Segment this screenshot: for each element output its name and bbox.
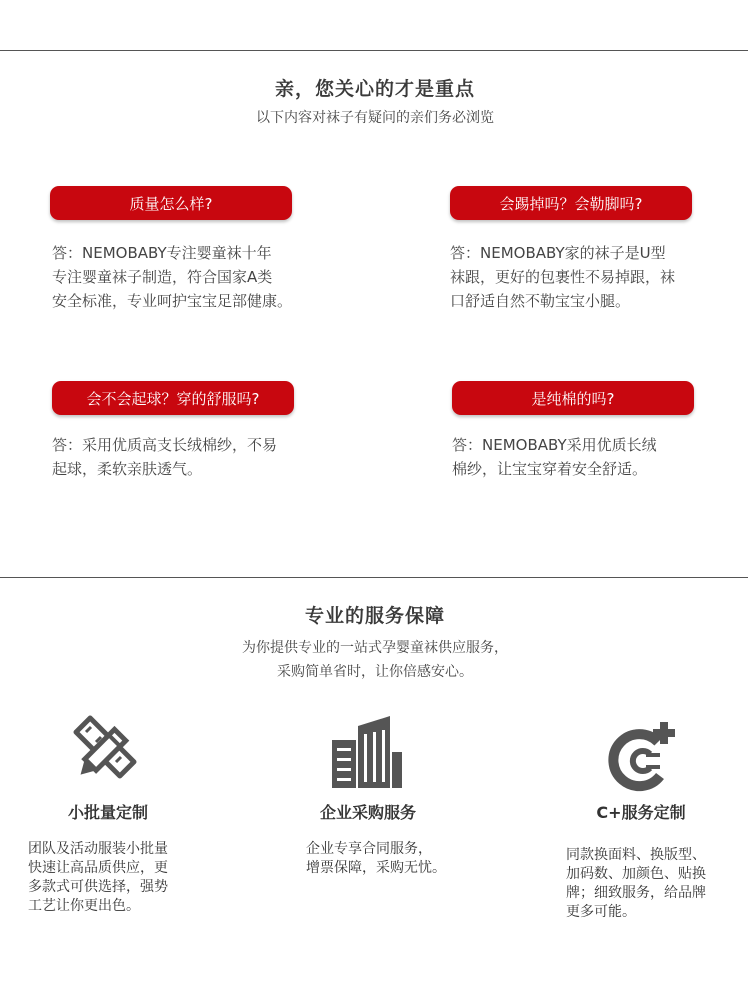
service-title: 专业的服务保障 xyxy=(304,605,445,627)
service-subtitle-line2: 采购简单省时，让你倍感安心。 xyxy=(277,664,473,680)
service-title-c-plus: C+服务定制 xyxy=(596,803,686,822)
faq-question-pilling: 会不会起球？穿的舒服吗? xyxy=(52,381,294,415)
top-divider xyxy=(0,50,748,51)
faq-question-quality: 质量怎么样? xyxy=(50,186,292,220)
service-desc-enterprise: 企业专享合同服务， 增票保障，采购无忧。 xyxy=(306,841,446,876)
faq-answer-cotton: 答：NEMOBABY采用优质长绒 棉纱，让宝宝穿着安全舒适。 xyxy=(452,436,657,478)
faq-answer-pilling: 答：采用优质高支长绒棉纱，不易 起球，柔软亲肤透气。 xyxy=(52,436,278,478)
faq-subtitle: 以下内容对袜子有疑问的亲们务必浏览 xyxy=(256,110,494,126)
service-desc-c-plus: 同款换面料、换版型、 加码数、加颜色、贴换 牌；细致服务，给品牌 更多可能。 xyxy=(566,847,706,920)
faq-title: 亲，您关心的才是重点 xyxy=(274,78,475,100)
service-title-enterprise: 企业采购服务 xyxy=(319,803,416,822)
pencil-ruler-icon xyxy=(64,712,144,792)
faq-question-slipping: 会踢掉吗？会勒脚吗? xyxy=(450,186,692,220)
section-divider xyxy=(0,577,748,578)
building-icon xyxy=(328,712,408,792)
faq-answer-quality: 答：NEMOBABY专注婴童袜十年 专注婴童袜子制造，符合国家A类 安全标准，专业呵护宝宝足部健康。 xyxy=(52,244,293,310)
service-title-small-batch: 小批量定制 xyxy=(67,803,148,822)
faq-question-cotton: 是纯棉的吗? xyxy=(452,381,694,415)
service-desc-small-batch: 团队及活动服装小批量 快速让高品质供应，更 多款式可供选择，强势 工艺让你更出色。 xyxy=(28,841,168,914)
c-plus-icon xyxy=(606,716,686,796)
faq-answer-slipping: 答：NEMOBABY家的袜子是U型 袜跟，更好的包裹性不易掉跟，袜 口舒适自然不勒宝宝小腿。 xyxy=(450,244,676,310)
service-subtitle-line1: 为你提供专业的一站式孕婴童袜供应服务， xyxy=(242,640,508,656)
